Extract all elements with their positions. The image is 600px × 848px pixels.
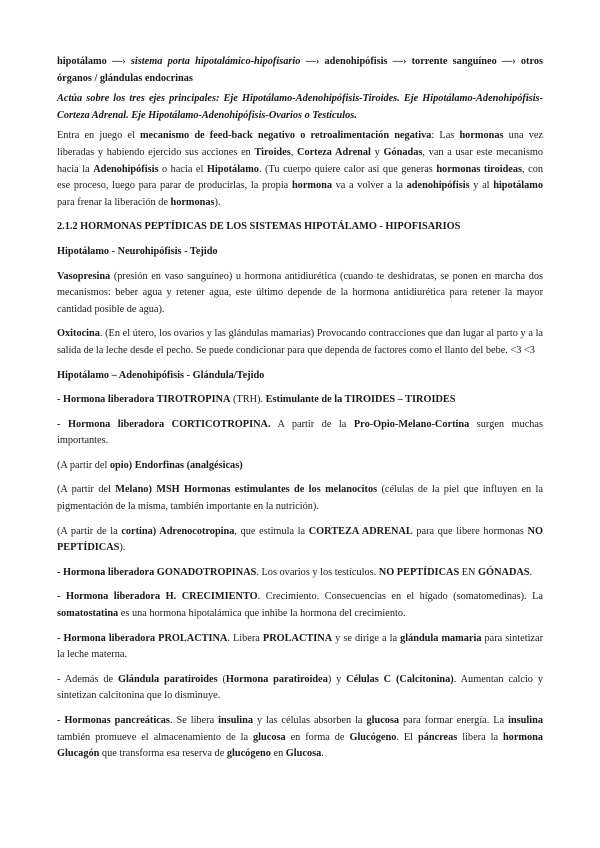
prolactina-paragraph xyxy=(57,631,543,664)
p17-run-5: Células C (Calcitonina) xyxy=(346,673,454,685)
p10-run-1: CORTICOTROPINA. xyxy=(171,418,271,430)
p18-run-8: glucosa xyxy=(253,731,286,743)
p17-run-6: . Aumentan calcio y sintetizan calcitonina que lo disminuye. xyxy=(57,673,543,702)
p3-run-20: y al xyxy=(469,180,494,192)
p18-run-10: Glucógeno xyxy=(349,731,397,743)
p3-run-0: Entra en juego el xyxy=(57,130,140,142)
vasopresina-paragraph xyxy=(57,269,543,319)
msh-paragraph xyxy=(57,482,543,515)
p18-run-18: Glucosa xyxy=(285,748,322,760)
p3-run-23: hormonas xyxy=(170,196,215,208)
p16-run-2: PROLACTINA xyxy=(262,632,333,644)
trh-paragraph xyxy=(57,392,543,409)
p18-run-6: insulina xyxy=(508,715,543,726)
p6-run-0: Vasopresina xyxy=(57,270,111,282)
p18-run-15: que transforma esa reserva de xyxy=(99,748,227,760)
p3-run-4: una vez liberadas y habiendo ejercido sus acciones en xyxy=(57,130,543,158)
acth-paragraph xyxy=(57,524,543,557)
p3-run-21: hipotálamo xyxy=(493,180,543,192)
p13-run-0: (A partir de la xyxy=(57,525,122,537)
p7-run-0: Oxitocina xyxy=(57,328,100,340)
p14-run-4: GÓNADAS xyxy=(478,566,530,578)
p3-run-14: . (Tu cuerpo quiere calor así que generas xyxy=(258,163,437,175)
p12-run-2: (células de la piel que influyen en la pigmentación de la misma, también importante en la nutrición). xyxy=(57,484,543,513)
p18-run-19: . xyxy=(321,748,324,760)
p3-run-16: , con ese proceso, luego para parar de producirlas, la propia xyxy=(57,163,543,192)
p14-run-5: . xyxy=(529,566,533,578)
p3-run-22: para frenar la liberación de xyxy=(57,196,171,208)
endorfinas-paragraph xyxy=(57,458,543,475)
paratiroides-paragraph xyxy=(57,672,543,705)
p15-run-1: . Crecimiento. Consecuencias en el hígado (somatomedinas). La xyxy=(257,591,544,603)
p17-run-1: Glándula paratiroides xyxy=(117,673,218,685)
p18-run-16: glucógeno xyxy=(226,748,271,760)
p12-run-0: (A partir del xyxy=(57,484,116,496)
p13-run-2: , que estimula la xyxy=(234,525,309,537)
p14-run-1: . Los ovarios y los testículos. xyxy=(256,566,379,578)
p3-run-19: adenohipófisis xyxy=(406,180,470,192)
p18-run-14: hormona Glucagón xyxy=(57,731,543,760)
crh-paragraph xyxy=(57,417,543,450)
axes-paragraph xyxy=(57,91,543,124)
p3-run-3: hormonas xyxy=(459,130,504,142)
p12-run-1: Melano) MSH Hormonas estimulantes de los melanocitos xyxy=(115,484,378,496)
p9-run-2: (TRH). xyxy=(230,394,266,406)
p17-run-0: - Además de xyxy=(57,673,118,685)
p9-run-1: TIROTROPINA xyxy=(156,394,231,406)
p18-run-9: en forma de xyxy=(285,731,350,743)
p18-run-12: páncreas xyxy=(417,731,458,743)
p15-run-0: - Hormona liberadora H. CRECIMIENTO xyxy=(57,591,258,603)
p18-run-2: insulina xyxy=(218,715,254,726)
p14-run-0: - Hormona liberadora GONADOTROPINAS xyxy=(57,566,257,578)
p17-run-2: ( xyxy=(217,673,226,685)
p18-run-13: libera la xyxy=(457,731,503,743)
p3-run-9: Gónadas xyxy=(383,146,423,158)
crecimiento-paragraph xyxy=(57,589,543,622)
p10-run-2: A partir de la xyxy=(270,418,354,430)
p17-run-4: ) y xyxy=(327,673,347,685)
p1-run-1: sistema porta hipotalámico-hipofisario xyxy=(130,56,301,67)
p5-run-0: Hipotálamo - Neurohipófisis - Tejido xyxy=(57,245,218,257)
p18-run-5: para formar energía. La xyxy=(399,715,509,726)
p16-run-3: y se dirige a la xyxy=(332,632,401,644)
p7-run-1: . (En el útero, los ovarios y las glándulas mamarias) Provocando contracciones que dan lugar al parto y a la salida de la leche desde el pecho. Se puede condicionar para que dependa de factores como el llanto del bebe. <3 <3 xyxy=(57,328,543,356)
subsection-heading-adenohipofisis xyxy=(57,368,543,385)
p11-run-0: (A partir del xyxy=(57,459,110,471)
pancreas-paragraph xyxy=(57,713,543,763)
subsection-heading-neurohipofisis xyxy=(57,244,543,261)
p10-run-0: - Hormona liberadora xyxy=(57,418,172,430)
p3-run-6: , xyxy=(290,146,298,158)
p3-run-10: , van a usar este mecanismo hacia la xyxy=(57,146,543,175)
p3-run-15: hormonas tiroideas xyxy=(436,163,523,175)
gonadotropinas-paragraph xyxy=(57,565,543,582)
p18-run-7: también promueve el almacenamiento de la xyxy=(57,731,254,743)
p2-run-0: Actúa sobre los tres ejes principales: Eje Hipotálamo-Adenohipófisis-Tiroides. Eje Hipotálamo-Adenohipófisis-Corteza Adrenal. Eje Hipotálamo-Adenohipófisis-Ovarios o Testículos. xyxy=(57,93,543,121)
p16-run-0: - Hormona liberadora PROLACTINA xyxy=(57,632,228,644)
p3-run-18: va a volver a la xyxy=(331,180,407,192)
p3-run-13: Hipotálamo xyxy=(206,163,259,175)
flow-paragraph xyxy=(57,54,543,87)
p16-run-1: . Libera xyxy=(227,632,263,644)
p15-run-2: somatostatina xyxy=(57,608,119,620)
p1-run-2: ―› adenohipófisis ―› torrente sanguíneo ―› otros órganos / glándulas endocrinas xyxy=(57,56,543,84)
p18-run-11: . El xyxy=(396,731,418,743)
p13-run-6: ). xyxy=(119,542,126,554)
p1-run-0: hipotálamo ―› xyxy=(57,56,131,67)
p18-run-17: en xyxy=(270,748,286,760)
p4-run-0: 2.1.2 HORMONAS PEPTÍDICAS DE LOS SISTEMAS HIPOTÁLAMO - HIPOFISARIOS xyxy=(57,221,461,233)
p13-run-4: para que libere hormonas xyxy=(412,525,528,537)
p10-run-3: Pro-Opio-Melano-Cortina xyxy=(353,418,470,430)
p18-run-1: . Se libera xyxy=(169,715,219,726)
p11-run-1: opio) Endorfinas (analgésicas) xyxy=(109,459,243,471)
p16-run-5: para sintetizar la leche materna. xyxy=(57,632,543,661)
p18-run-3: y las células absorben la xyxy=(253,715,367,726)
feedback-paragraph xyxy=(57,128,543,211)
p9-run-0: - Hormona liberadora xyxy=(57,394,157,406)
p14-run-3: EN xyxy=(459,566,479,578)
p13-run-3: CORTEZA ADRENAL xyxy=(308,525,413,537)
p3-run-12: o hacia el xyxy=(158,163,207,175)
p3-run-1: mecanismo de feed-back negativo o retroalimentación negativa xyxy=(139,130,432,142)
p13-run-5: NO PEPTÍDICAS xyxy=(57,525,543,554)
p3-run-5: Tiroides xyxy=(254,146,291,158)
p3-run-11: Adenohipófisis xyxy=(93,163,159,175)
p18-run-0: - Hormonas pancreáticas xyxy=(57,715,170,726)
p3-run-7: Corteza Adrenal xyxy=(297,146,371,158)
oxitocina-paragraph xyxy=(57,326,543,359)
p17-run-3: Hormona paratiroidea xyxy=(225,673,328,685)
p13-run-1: cortina) Adrenocotropina xyxy=(121,525,235,537)
p15-run-3: es una hormona hipotalámica que inhibe la hormona del crecimiento. xyxy=(118,608,406,620)
p6-run-1: (presión en vaso sanguíneo) u hormona antidiurética (cuando te deshidratas, se ponen en marcha dos mecanismos: beber agua y retener agua, este último depende de la hormona antidiurética para retener la mayor cantidad posible de agua). xyxy=(57,270,543,315)
p14-run-2: NO PEPTÍDICAS xyxy=(378,566,460,578)
section-heading xyxy=(57,219,543,236)
p3-run-2: : Las xyxy=(431,130,460,142)
p9-run-3: Estimulante de la TIROIDES – TIROIDES xyxy=(265,394,456,406)
p16-run-4: glándula mamaria xyxy=(400,632,482,644)
p18-run-4: glucosa xyxy=(366,715,400,726)
p3-run-17: hormona xyxy=(291,180,332,192)
p3-run-24: ). xyxy=(214,196,221,208)
p10-run-4: surgen muchas importantes. xyxy=(57,418,544,447)
p8-run-0: Hipotálamo – Adenohipófisis - Glándula/Tejido xyxy=(57,369,265,381)
p3-run-8: y xyxy=(370,146,384,158)
